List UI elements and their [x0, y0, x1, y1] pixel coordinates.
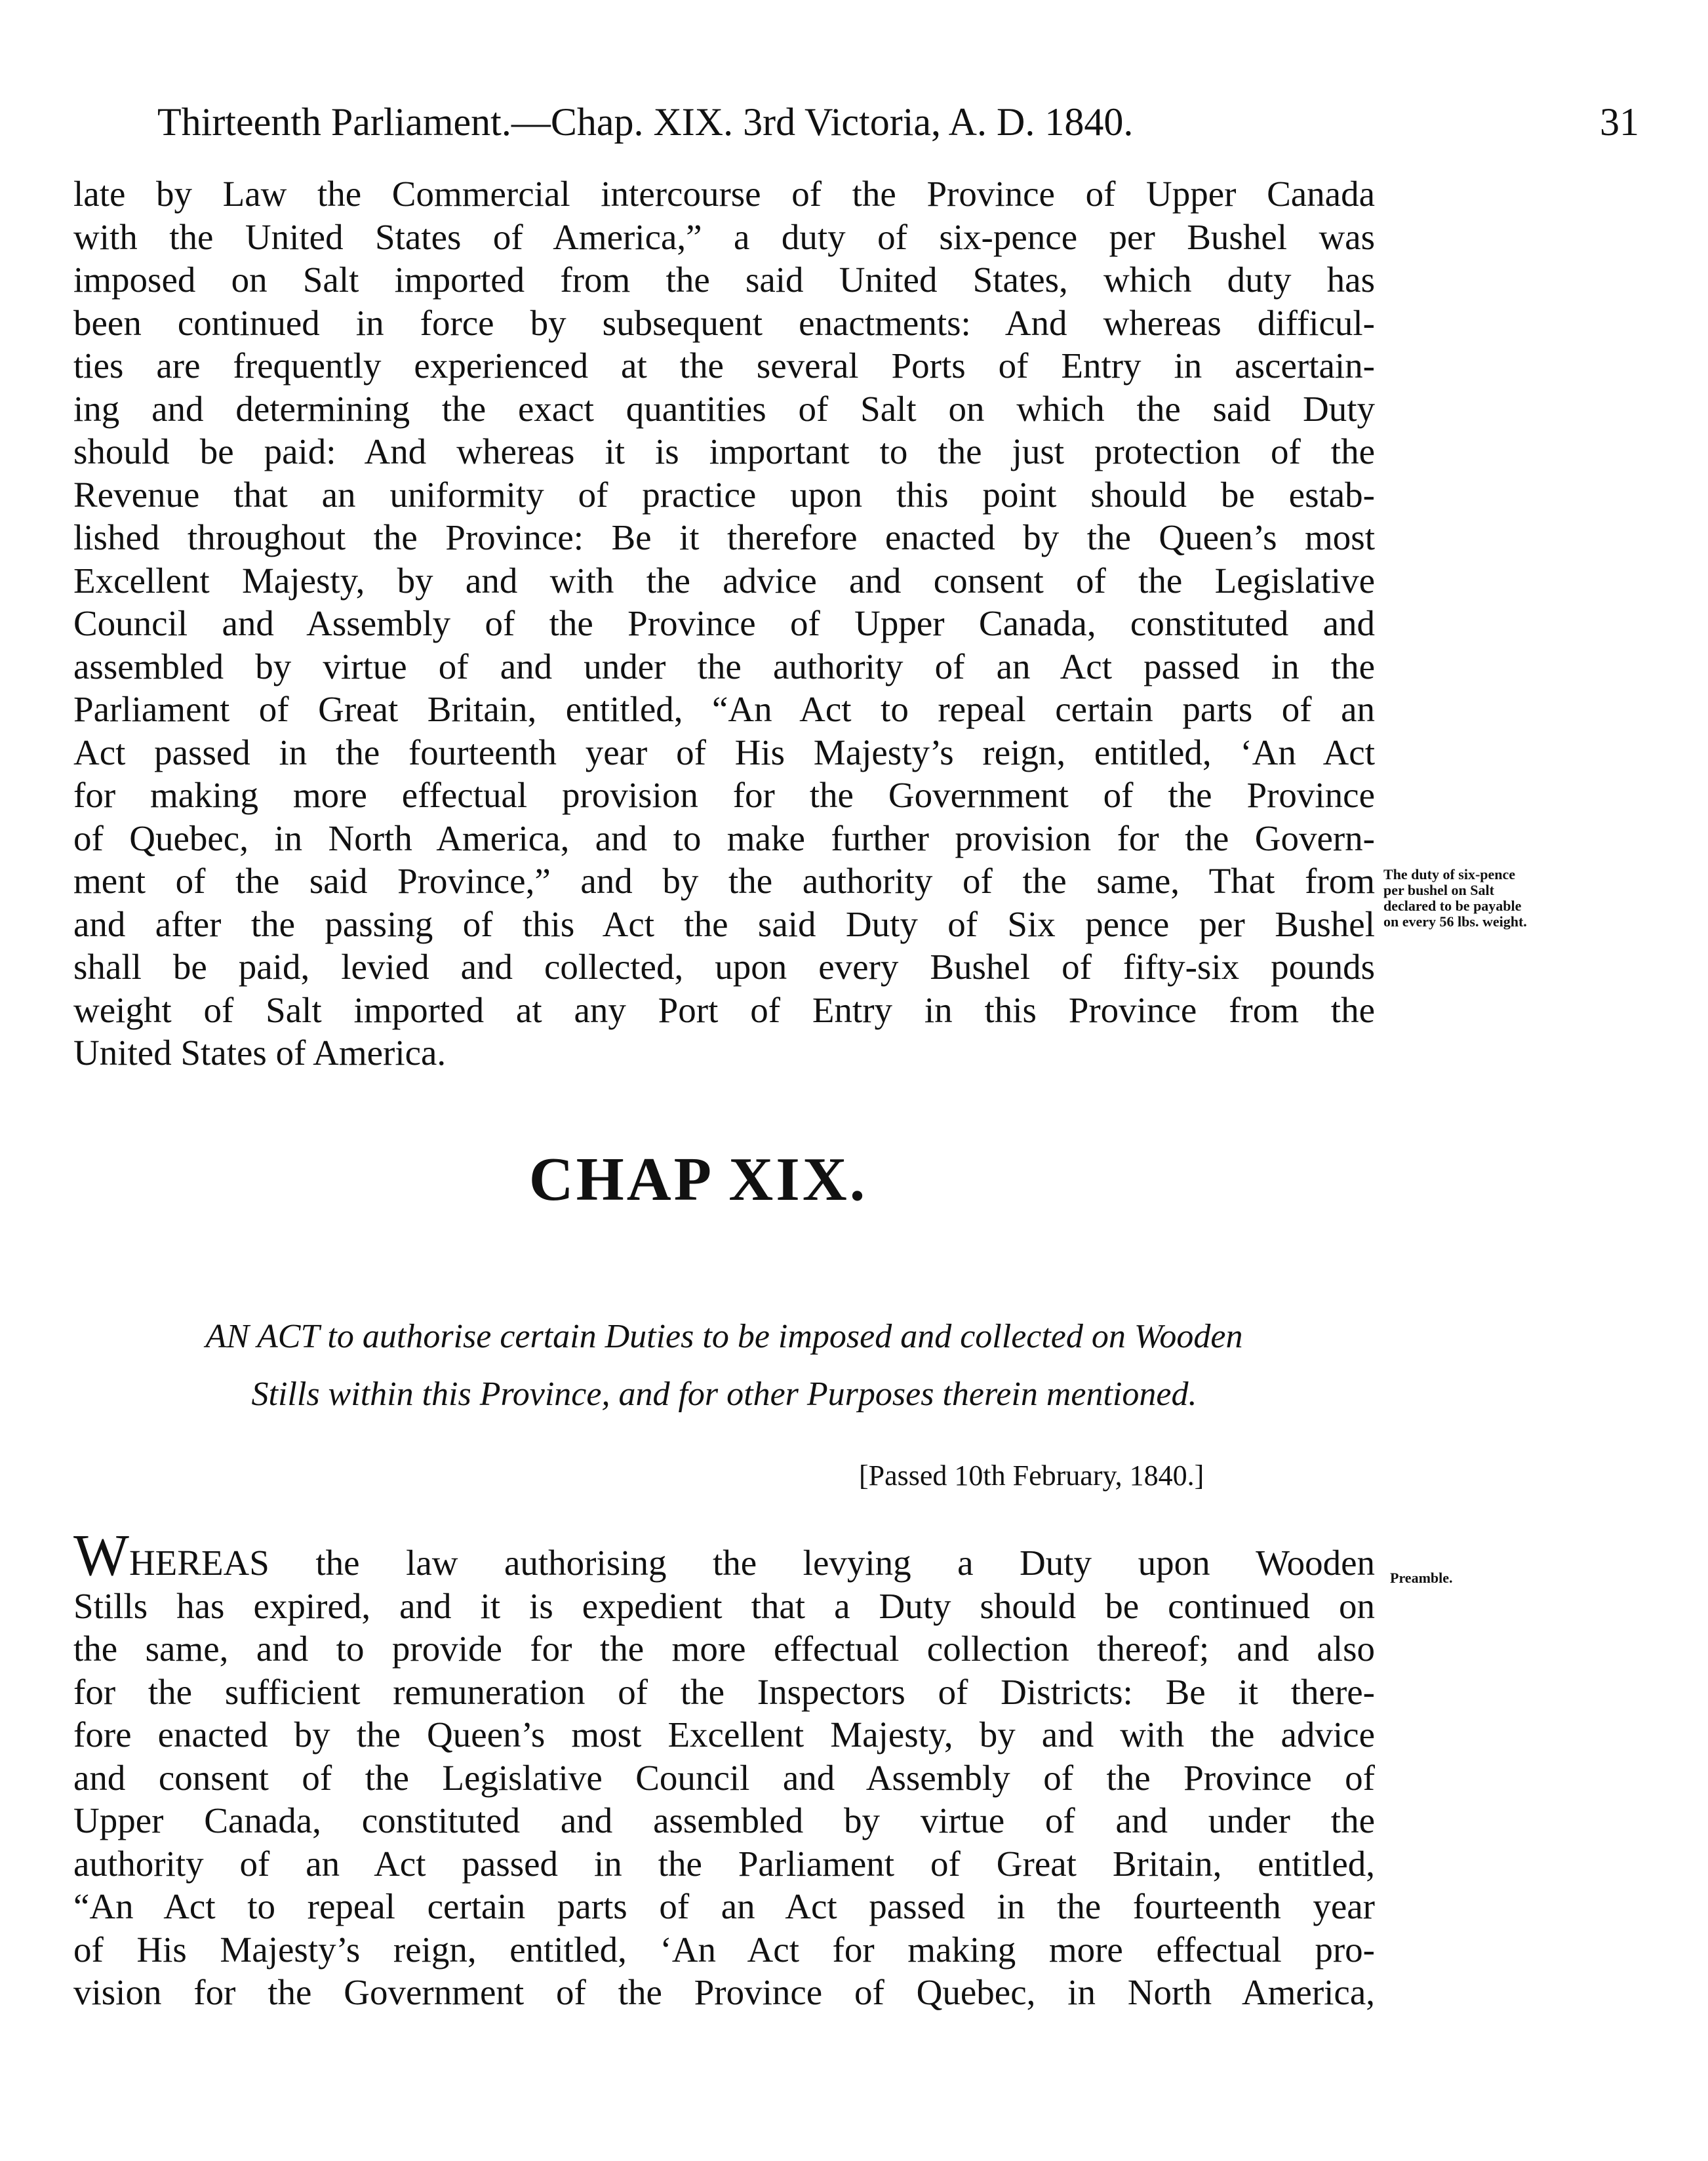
text-line: authority of an Act passed in the Parliament of Great Britain, entitled,: [73, 1843, 1375, 1884]
text-line: ties are frequently experienced at the several Ports of Entry in ascertain-: [73, 346, 1375, 386]
margin-note-line: The duty of six-pence: [1383, 866, 1516, 882]
text-line: and consent of the Legislative Council and Assembly of the Province of: [73, 1757, 1375, 1798]
text-line: Stills has expired, and it is expedient that a Duty should be continued on: [73, 1585, 1375, 1626]
text-line: ing and determining the exact quantities of Salt on which the said Duty: [73, 388, 1375, 429]
text-line: shall be paid, levied and collected, upon every Bushel of fifty-six pounds: [73, 947, 1375, 987]
first-line-text: HEREAS the law authorising the levying a Duty upon Wooden: [129, 1543, 1375, 1583]
text-line: with the United States of America,” a duty of six-pence per Bushel was: [73, 216, 1375, 257]
text-line: imposed on Salt imported from the said United States, which duty has: [73, 260, 1375, 300]
running-head: Thirteenth Parliament.—Chap. XIX. 3rd Victoria, A. D. 1840.: [157, 100, 1134, 144]
margin-note-line: per bushel on Salt: [1383, 882, 1494, 898]
margin-note-line: declared to be payable: [1383, 898, 1522, 914]
text-line: weight of Salt imported at any Port of Entry in this Province from the: [73, 989, 1375, 1030]
text-line: of Quebec, in North America, and to make further provision for the Govern-: [73, 818, 1375, 858]
text-line: “An Act to repeal certain parts of an Act passed in the fourteenth year: [73, 1886, 1375, 1926]
text-line: lished throughout the Province: Be it therefore enacted by the Queen’s most: [73, 517, 1375, 557]
text-line: Excellent Majesty, by and with the advice and consent of the Legislative: [73, 560, 1375, 601]
passed-date: [Passed 10th February, 1840.]: [859, 1459, 1204, 1492]
text-line: United States of America.: [73, 1033, 447, 1073]
text-line: ment of the said Province,” and by the authority of the same, That from: [73, 861, 1375, 901]
first-line: [73, 1523, 1375, 1588]
text-line: the same, and to provide for the more effectual collection thereof; and also: [73, 1629, 1375, 1669]
previous-section-body: [73, 172, 1375, 1075]
act-title-line: Stills within this Province, and for other Purposes therein mentioned.: [251, 1376, 1197, 1413]
chapter-heading: CHAP XIX.: [528, 1145, 868, 1214]
page-number: 31: [1600, 100, 1639, 144]
text-line: Revenue that an uniformity of practice upon this point should be estab-: [73, 474, 1375, 515]
margin-note-salt-duty: [1383, 867, 1619, 930]
text-line: should be paid: And whereas it is important to the just protection of the: [73, 431, 1375, 471]
act-title-line: AN ACT to authorise certain Duties to be imposed and collected on Wooden: [205, 1318, 1243, 1355]
text-line: and after the passing of this Act the said Duty of Six pence per Bushel: [73, 903, 1375, 944]
chapter-body: [73, 1523, 1375, 2014]
drop-cap: W: [73, 1523, 129, 1588]
text-line: Upper Canada, constituted and assembled by virtue of and under the: [73, 1800, 1375, 1840]
act-title: [73, 1308, 1375, 1423]
text-line: assembled by virtue of and under the authority of an Act passed in the: [73, 646, 1375, 686]
text-line: Parliament of Great Britain, entitled, “An Act to repeal certain parts of an: [73, 689, 1375, 729]
text-line: of His Majesty’s reign, entitled, ‘An Act for making more effectual pro-: [73, 1929, 1375, 1970]
text-line: late by Law the Commercial intercourse of the Province of Upper Canada: [73, 174, 1375, 214]
margin-note-line: on every 56 lbs. weight.: [1383, 913, 1527, 930]
text-line: Act passed in the fourteenth year of His Majesty’s reign, entitled, ‘An Act: [73, 732, 1375, 772]
text-line: been continued in force by subsequent enactments: And whereas difficul-: [73, 302, 1375, 343]
text-line: for the sufficient remuneration of the Inspectors of Districts: Be it there-: [73, 1671, 1375, 1712]
text-line: vision for the Government of the Province of Quebec, in North America,: [73, 1972, 1375, 2012]
text-line: Council and Assembly of the Province of Upper Canada, constituted and: [73, 603, 1375, 643]
text-line: for making more effectual provision for the Government of the Province: [73, 775, 1375, 815]
margin-note-preamble: Preamble.: [1390, 1570, 1453, 1586]
text-line: fore enacted by the Queen’s most Excellent Majesty, by and with the advice: [73, 1715, 1375, 1755]
